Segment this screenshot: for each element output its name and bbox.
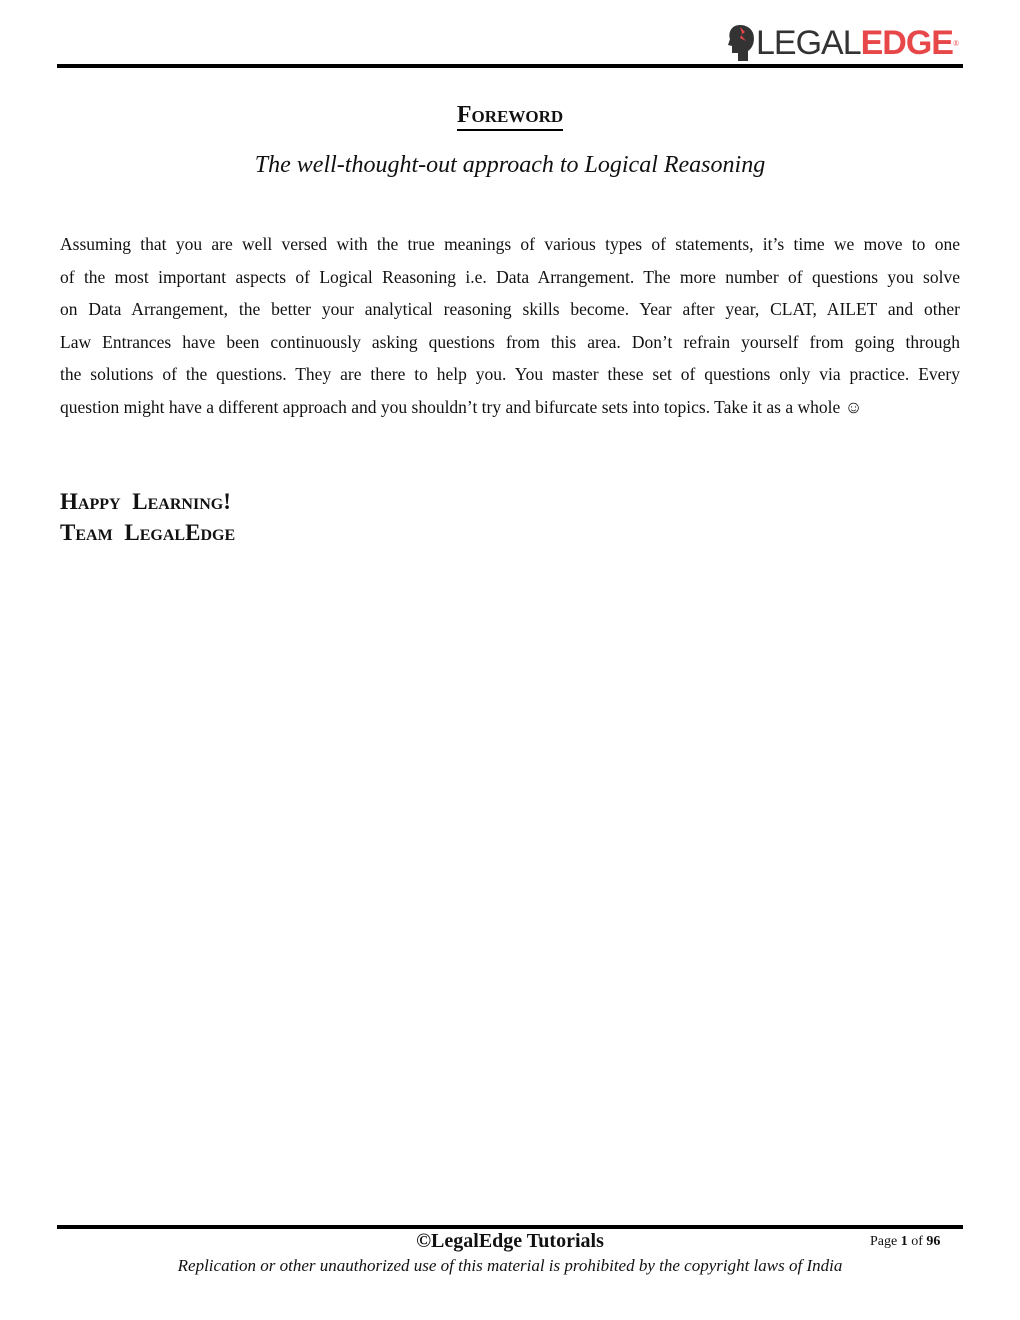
footer-company: ©LegalEdge Tutorials	[416, 1230, 604, 1252]
page-current: 1	[900, 1234, 908, 1249]
page-label: Page	[870, 1234, 898, 1249]
page-of: of	[911, 1234, 923, 1249]
page-title	[0, 102, 1020, 129]
footer-rule	[57, 1225, 963, 1229]
copyright-notice: Replication or other unauthorized use of this material is prohibited by the copyright laws of India	[177, 1256, 843, 1275]
page-title-text: Foreword	[457, 102, 563, 131]
paragraph-line: Assuming that you are well versed with the true meanings of various types of statements, it’s time we move to one	[60, 234, 960, 254]
logo-text-edge: EDGE	[860, 24, 953, 62]
paragraph-line: the solutions of the questions. They are there to help you. You master these set of questions only via practice. Every	[60, 364, 960, 385]
paragraph-line: question might have a different approach and you shouldn’t try and bifurcate sets into topics. Take it as a whole ☺	[60, 396, 863, 417]
logo-text-legal: LEGAL	[756, 24, 861, 62]
paragraph-line: on Data Arrangement, the better your analytical reasoning skills become. Year after year, CLAT, AILET and other	[60, 299, 960, 320]
header-rule	[57, 64, 963, 68]
paragraph-line: of the most important aspects of Logical Reasoning i.e. Data Arrangement. The more number of questions you solve	[60, 266, 960, 287]
page-number	[870, 1234, 940, 1250]
page-subtitle: The well-thought-out approach to Logical Reasoning	[254, 152, 766, 178]
head-silhouette-icon	[726, 23, 756, 63]
legaledge-logo	[726, 22, 959, 64]
registered-mark-icon: ®	[952, 38, 960, 48]
paragraph-line: Law Entrances have been continuously asking questions from this area. Don’t refrain yourself from going through	[60, 331, 960, 352]
foreword-paragraph	[60, 228, 960, 424]
signoff	[60, 486, 235, 548]
signoff-greeting: Happy Learning!	[60, 489, 231, 514]
page-total: 96	[926, 1234, 941, 1249]
signoff-team: Team LegalEdge	[60, 520, 236, 545]
